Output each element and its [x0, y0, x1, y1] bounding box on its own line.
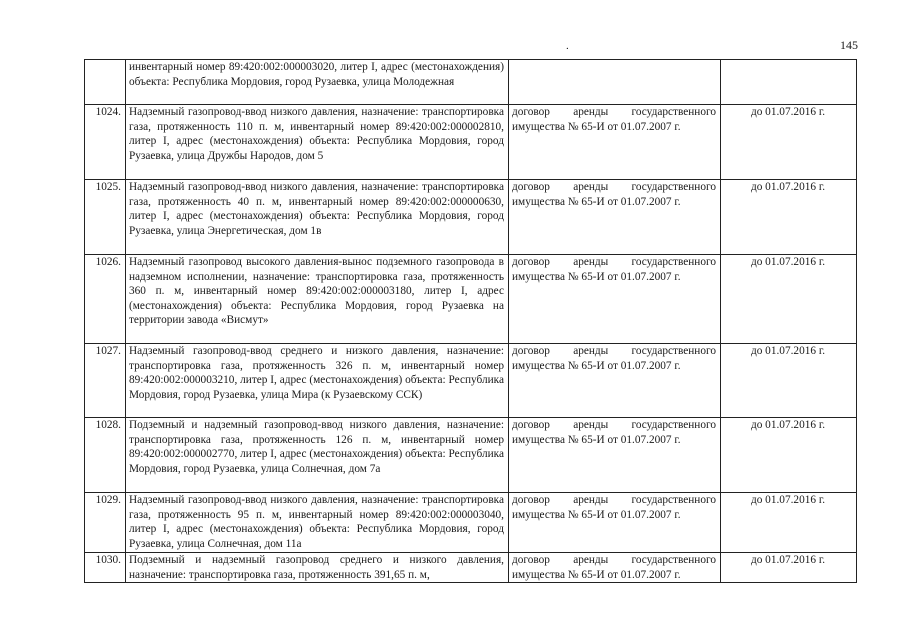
- lease-term: до 01.07.2016 г.: [721, 105, 857, 180]
- object-description: Надземный газопровод-ввод низкого давления, назначение: транспортировка газа, протяженность 40 п. м, инвентарный номер 89:420:002:000000630, литер I, адрес (местонахождения) объекта: Республика Мордовия, город Рузаевка, улица Энергетическая, дом 1в: [126, 180, 509, 255]
- lease-term: до 01.07.2016 г.: [721, 553, 857, 583]
- table-row: [85, 344, 857, 418]
- row-number: 1026.: [85, 255, 126, 344]
- contract-reference: договор аренды государственного имущества № 65-И от 01.07.2007 г.: [509, 418, 721, 493]
- contract-reference: договор аренды государственного имущества № 65-И от 01.07.2007 г.: [509, 493, 721, 553]
- object-description: Надземный газопровод-ввод низкого давления, назначение: транспортировка газа, протяженность 110 п. м, инвентарный номер 89:420:002:000002810, литер I, адрес (местонахождения) объекта: Республика Мордовия, город Рузаевка, улица Дружбы Народов, дом 5: [126, 105, 509, 180]
- lease-term: до 01.07.2016 г.: [721, 418, 857, 493]
- row-number: 1028.: [85, 418, 126, 493]
- scan-speck: .: [566, 40, 569, 52]
- property-registry-table: [84, 59, 857, 583]
- table-row: [85, 418, 857, 493]
- lease-term: до 01.07.2016 г.: [721, 344, 857, 418]
- contract-reference: [509, 60, 721, 105]
- table-row: [85, 180, 857, 255]
- lease-term: до 01.07.2016 г.: [721, 180, 857, 255]
- row-number: 1027.: [85, 344, 126, 418]
- table-row: [85, 255, 857, 344]
- object-description: Подземный и надземный газопровод среднего и низкого давления, назначение: транспортировка газа, протяженность 391,65 п. м,: [126, 553, 509, 583]
- table-row: [85, 553, 857, 583]
- contract-reference: договор аренды государственного имущества № 65-И от 01.07.2007 г.: [509, 344, 721, 418]
- row-number: [85, 60, 126, 105]
- table-row: [85, 60, 857, 105]
- table-row: [85, 105, 857, 180]
- object-description: Надземный газопровод-ввод низкого давления, назначение: транспортировка газа, протяженность 95 п. м, инвентарный номер 89:420:002:000003040, литер I, адрес (местонахождения) объекта: Республика Мордовия, город Рузаевка, улица Солнечная, дом 11а: [126, 493, 509, 553]
- object-description: Подземный и надземный газопровод-ввод низкого давления, назначение: транспортировка газа, протяженность 126 п. м, инвентарный номер 89:420:002:000002770, литер I, адрес (местонахождения) объекта: Республика Мордовия, город Рузаевка, улица Солнечная, дом 7а: [126, 418, 509, 493]
- row-number: 1024.: [85, 105, 126, 180]
- object-description: Надземный газопровод высокого давления-вынос подземного газопровода в надземном исполнении, назначение: транспортировка газа, протяженность 360 п. м, инвентарный номер 89:420:002:000003180, литер I, адрес (местонахождения) объекта: Республика Мордовия, город Рузаевка на территории завода «Висмут»: [126, 255, 509, 344]
- contract-reference: договор аренды государственного имущества № 65-И от 01.07.2007 г.: [509, 553, 721, 583]
- contract-reference: договор аренды государственного имущества № 65-И от 01.07.2007 г.: [509, 255, 721, 344]
- contract-reference: договор аренды государственного имущества № 65-И от 01.07.2007 г.: [509, 105, 721, 180]
- page-number: 145: [840, 38, 858, 52]
- object-description: инвентарный номер 89:420:002:000003020, литер I, адрес (местонахождения) объекта: Республика Мордовия, город Рузаевка, улица Молодежная: [126, 60, 509, 105]
- object-description: Надземный газопровод-ввод среднего и низкого давления, назначение: транспортировка газа, протяженность 326 п. м, инвентарный номер 89:420:002:000003210, литер I, адрес (местонахождения) объекта: Республика Мордовия, город Рузаевка, улица Мира (к Рузаевскому ССК): [126, 344, 509, 418]
- row-number: 1025.: [85, 180, 126, 255]
- table-row: [85, 493, 857, 553]
- row-number: 1029.: [85, 493, 126, 553]
- lease-term: [721, 60, 857, 105]
- lease-term: до 01.07.2016 г.: [721, 493, 857, 553]
- row-number: 1030.: [85, 553, 126, 583]
- contract-reference: договор аренды государственного имущества № 65-И от 01.07.2007 г.: [509, 180, 721, 255]
- lease-term: до 01.07.2016 г.: [721, 255, 857, 344]
